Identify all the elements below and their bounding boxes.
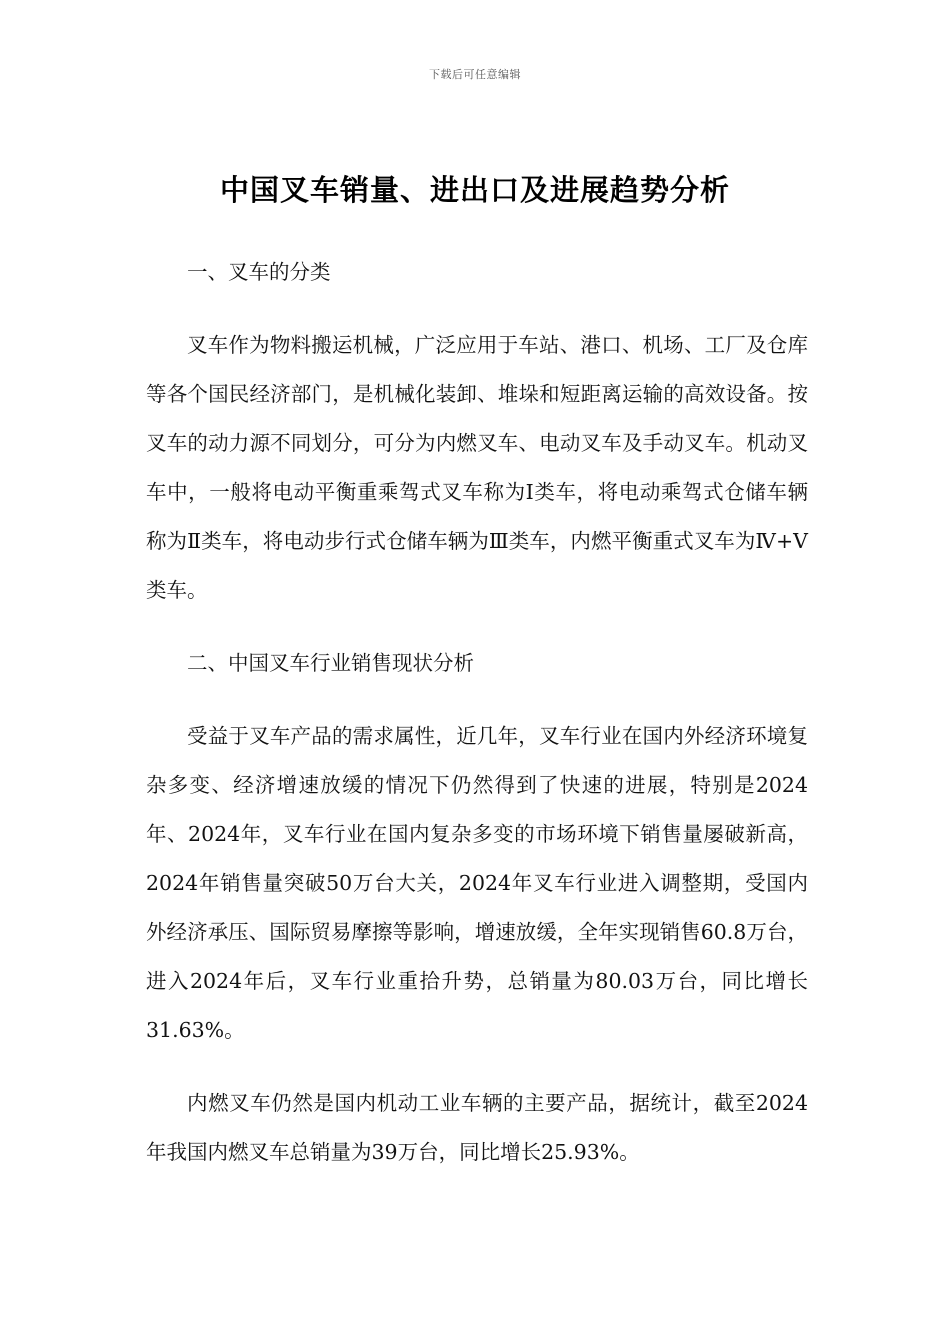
header-note: 下载后可任意编辑 <box>429 68 521 81</box>
document-title: 中国叉车销量、进出口及进展趋势分析 <box>219 173 730 207</box>
document-body <box>146 248 808 1201</box>
paragraph-combustion-forklifts: 内燃叉车仍然是国内机动工业车辆的主要产品，据统计，截至2024年我国内燃叉车总销量为39万台，同比增长25.93%。 <box>146 1091 808 1164</box>
paragraph-classification: 叉车作为物料搬运机械，广泛应用于车站、港口、机场、工厂及仓库等各个国民经济部门，是机械化装卸、堆垛和短距离运输的高效设备。按叉车的动力源不同划分，可分为内燃叉车、电动叉车及手动叉车。机动叉车中，一般将电动平衡重乘驾式叉车称为Ⅰ类车，将电动乘驾式仓储车辆称为Ⅱ类车，将电动步行式仓储车辆为Ⅲ类车，内燃平衡重式叉车为Ⅳ+Ⅴ类车。 <box>146 333 808 602</box>
section-heading-sales-status: 二、中国叉车行业销售现状分析 <box>187 651 474 675</box>
paragraph-sales-overview: 受益于叉车产品的需求属性，近几年，叉车行业在国内外经济环境复杂多变、经济增速放缓的情况下仍然得到了快速的进展，特别是2024年、2024年，叉车行业在国内复杂多变的市场环境下销售量屡破新高，2024年销售量突破50万台大关，2024年叉车行业进入调整期，受国内外经济承压、国际贸易摩擦等影响，增速放缓，全年实现销售60.8万台，进入2024年后，叉车行业重拾升势，总销量为80.03万台，同比增长31.63%。 <box>146 724 808 1042</box>
section-heading-classification: 一、叉车的分类 <box>187 260 331 284</box>
